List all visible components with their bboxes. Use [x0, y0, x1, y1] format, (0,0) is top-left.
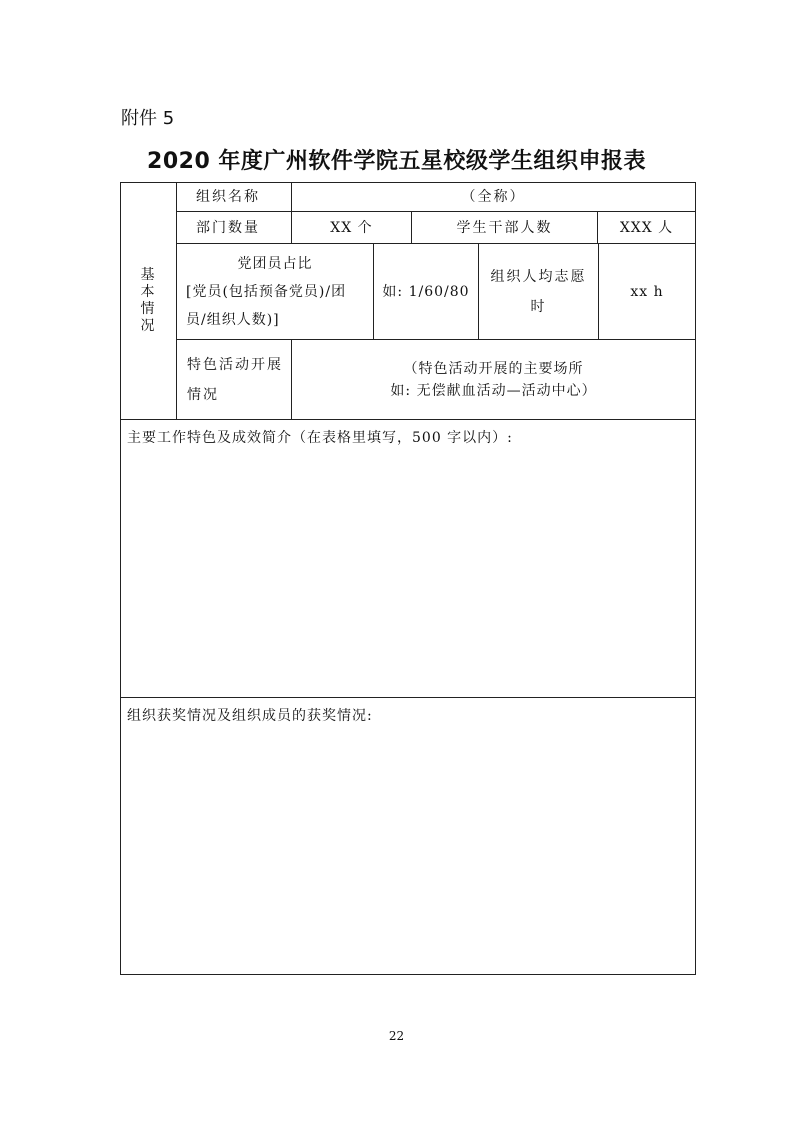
- main-features-textarea[interactable]: [121, 452, 695, 696]
- attachment-label: 附件 5: [121, 108, 175, 129]
- main-features-label: 主要工作特色及成效简介（在表格里填写，500 字以内）:: [127, 430, 513, 446]
- basic-info-section-label: 基 本 情 况: [140, 267, 157, 334]
- awards-label: 组织获奖情况及组织成员的获奖情况:: [127, 708, 373, 724]
- party-ratio-field[interactable]: 如: 1/60/80: [382, 283, 470, 300]
- volunteer-hours-label: 组织人均志愿 时: [490, 268, 587, 315]
- page-number: 22: [388, 1029, 405, 1043]
- org-name-label: 组织名称: [196, 189, 260, 205]
- cadre-count-field[interactable]: XXX 人: [619, 219, 674, 236]
- volunteer-hours-field[interactable]: xx h: [630, 283, 664, 300]
- cadre-count-label: 学生干部人数: [456, 219, 553, 236]
- dept-count-field[interactable]: XX 个: [330, 219, 373, 236]
- featured-activity-label: 特色活动开展 情况: [187, 356, 283, 403]
- party-ratio-label: 党团员占比 [党员(包括预备党员)/团 员/组织人数)]: [186, 255, 347, 328]
- form-title: 2020 年度广州软件学院五星校级学生组织申报表: [147, 149, 646, 174]
- dept-count-label: 部门数量: [196, 219, 260, 236]
- awards-textarea[interactable]: [121, 730, 695, 973]
- org-name-field[interactable]: （全称）: [461, 189, 526, 205]
- featured-activity-field[interactable]: （特色活动开展的主要场所 如: 无偿献血活动—活动中心）: [390, 360, 597, 399]
